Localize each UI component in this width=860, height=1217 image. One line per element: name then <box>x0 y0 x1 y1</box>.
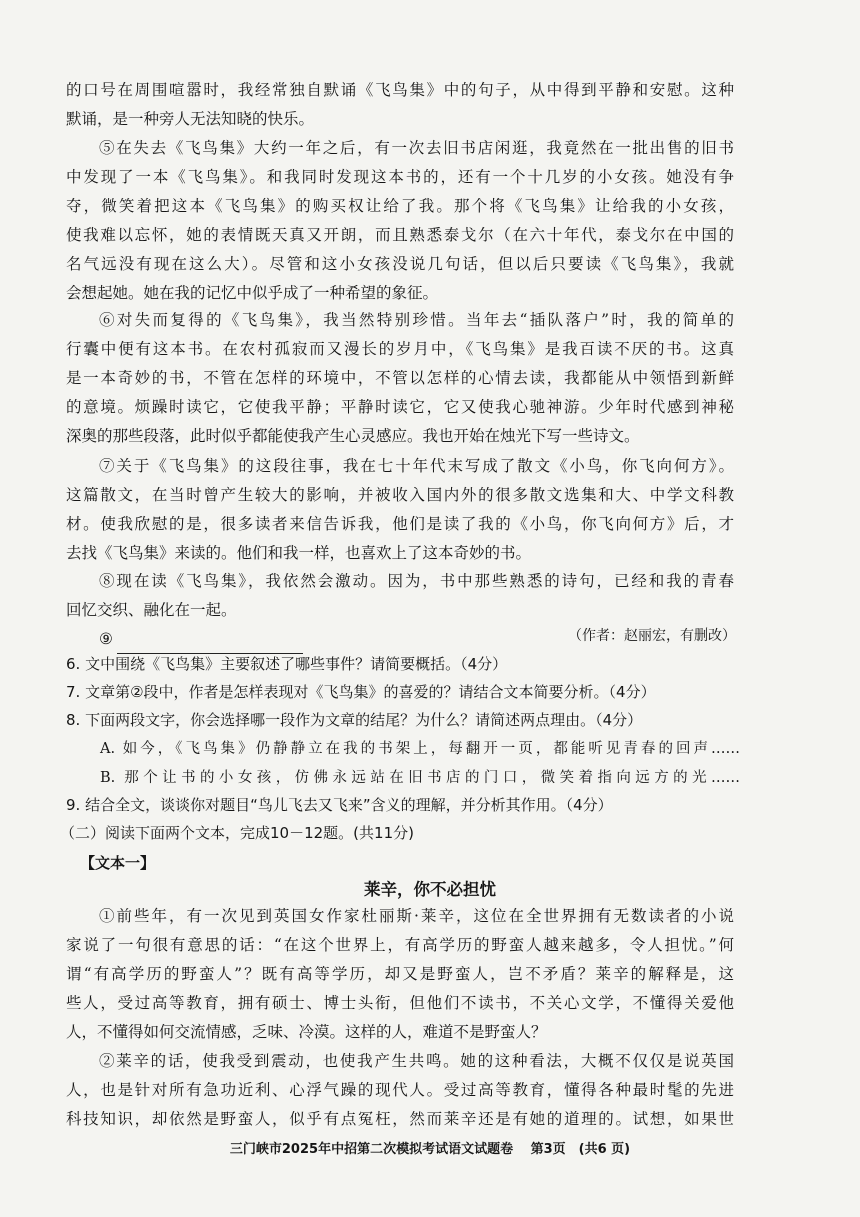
passage-line: 家说了一句很有意思的话：“在这个世界上，有高学历的野蛮人越来越多，令人担忧。”何 <box>66 936 734 954</box>
passage-line: 谓“有高学历的野蛮人”？既有高等学历，却又是野蛮人，岂不矛盾？莱辛的解释是，这 <box>66 965 734 983</box>
passage-line: 的口号在周围喧嚣时，我经常独自默诵《飞鸟集》中的句子，从中得到平静和安慰。这种 <box>66 81 734 99</box>
section-2-heading: （二）阅读下面两个文本，完成10－12题。(共11分) <box>60 824 414 842</box>
option-a: A. 如今，《飞鸟集》仍静静立在我的书架上，每翻开一页，都能听见青春的回声…… <box>100 741 740 757</box>
paragraph-2-start: ②莱辛的话，使我受到震动，也使我产生共鸣。她的这种看法，大概不仅仅是说英国 <box>99 1052 734 1070</box>
blank-label: ⑨ <box>99 630 113 648</box>
question-6: 6. 文中围绕《飞鸟集》主要叙述了哪些事件？请简要概括。（4分） <box>66 655 508 673</box>
page-footer: 三门峡市2025年中招第二次模拟考试语文试题卷 第3页 (共6 页) <box>229 1142 631 1157</box>
passage-line: 材。使我欣慰的是，很多读者来信告诉我，他们是读了我的《小鸟，你飞向何方》后，才 <box>66 515 734 533</box>
passage-line: 会想起她。她在我的记忆中似乎成了一种希望的象征。 <box>66 284 439 302</box>
passage-line: 中发现了一本《飞鸟集》。和我同时发现这本书的，还有一个十几岁的小女孩。她没有争 <box>66 168 734 186</box>
paragraph-6-start: ⑥对失而复得的《飞鸟集》，我当然特别珍惜。当年去“插队落户”时，我的简单的 <box>99 311 734 329</box>
passage-line: 些人，受过高等教育，拥有硕士、博士头衔，但他们不读书，不关心文学，不懂得关爱他 <box>66 994 734 1012</box>
passage-line: 夺，微笑着把这本《飞鸟集》的购买权让给了我。那个将《飞鸟集》让给我的小女孩， <box>66 197 734 215</box>
passage-line: 行囊中便有这本书。在农村孤寂而又漫长的岁月中，《飞鸟集》是我百读不厌的书。这真 <box>66 340 734 358</box>
author-credit: （作者：赵丽宏，有删改） <box>568 628 736 644</box>
paragraph-1-start: ①前些年，有一次见到英国女作家杜丽斯·莱辛，这位在全世界拥有无数读者的小说 <box>99 907 734 925</box>
question-7: 7. 文章第②段中，作者是怎样表现对《飞鸟集》的喜爱的？请结合文本简要分析。（4分） <box>66 683 656 701</box>
paragraph-7-start: ⑦关于《飞鸟集》的这段往事，我在七十年代末写成了散文《小鸟，你飞向何方》。 <box>99 457 734 475</box>
question-9: 9. 结合全文，谈谈你对题目“鸟儿飞去又飞来”含义的理解，并分析其作用。（4分） <box>66 796 613 814</box>
passage-line: 使我难以忘怀，她的表情既天真又开朗，而且熟悉泰戈尔（在六十年代，泰戈尔在中国的 <box>66 226 734 244</box>
text-one-label: 【文本一】 <box>80 854 156 872</box>
passage-line: 的意境。烦躁时读它，它使我平静；平静时读它，它又使我心驰神游。少年时代感到神秘 <box>66 398 734 416</box>
question-8: 8. 下面两段文字，你会选择哪一段作为文章的结尾？为什么？请简述两点理由。（4分） <box>66 711 643 729</box>
passage-line: 人，也是针对所有急功近利、心浮气躁的现代人。受过高等教育，懂得各种最时髦的先进 <box>66 1081 734 1099</box>
passage-line: 去找《飞鸟集》来读的。他们和我一样，也喜欢上了这本奇妙的书。 <box>66 544 532 562</box>
option-b: B. 那个让书的小女孩，仿佛永远站在旧书店的门口，微笑着指向远方的光…… <box>100 770 740 786</box>
passage-line: 深奥的那些段落，此时似乎都能使我产生心灵感应。我也开始在烛光下写一些诗文。 <box>66 427 640 445</box>
passage-line: 默诵，是一种旁人无法知晓的快乐。 <box>66 110 315 128</box>
article-title: 莱辛，你不必担忧 <box>364 880 496 899</box>
passage-line: 人，不懂得如何交流情感，乏味、冷漠。这样的人，难道不是野蛮人？ <box>66 1023 547 1041</box>
paragraph-8-start: ⑧现在读《飞鸟集》，我依然会激动。因为，书中那些熟悉的诗句，已经和我的青春 <box>99 572 734 590</box>
paragraph-5-start: ⑤在失去《飞鸟集》大约一年之后，有一次去旧书店闲逛，我竟然在一批出售的旧书 <box>99 139 734 157</box>
passage-line: 名气远没有现在这么大）。尽管和这小女孩没说几句话，但以后只要读《飞鸟集》，我就 <box>66 255 734 273</box>
passage-line: 是一本奇妙的书，不管在怎样的环境中，不管以怎样的心情去读，我都能从中领悟到新鲜 <box>66 369 734 387</box>
passage-line: 科技知识，却依然是野蛮人，似乎有点冤枉，然而莱辛还是有她的道理的。试想，如果世 <box>66 1110 734 1128</box>
passage-line: 这篇散文，在当时曾产生较大的影响，并被收入国内外的很多散文选集和大、中学文科教 <box>66 486 734 504</box>
passage-line: 回忆交织、融化在一起。 <box>66 601 237 619</box>
